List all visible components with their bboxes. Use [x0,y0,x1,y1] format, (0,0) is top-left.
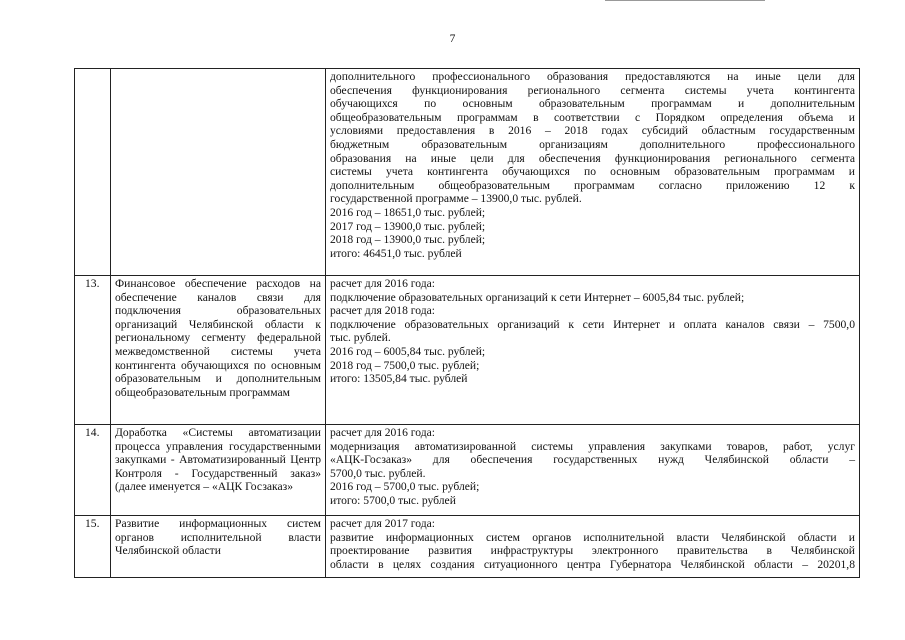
row-description: Развитие информационных систем органов исполнительной власти Челябинской области [111,516,326,578]
calculation-line: бюджетным образовательным организациям дополнительного профессионального [330,137,855,151]
calculation-line: образования на иные цели для обеспечения функционирования регионального сегмента [330,151,855,165]
calculation-line: развитие информационных систем органов исполнительной власти Челябинской области и [330,530,855,544]
calculation-line: системы учета контингента обучающихся по основным образовательным программам и [330,165,855,179]
calculation-line: обеспечения функционирования регионального сегмента системы учета контингента [330,83,855,97]
calculation-line: «АЦК-Госзаказ» для обеспечения государственных нужд Челябинской области – [330,453,855,467]
table-row [75,425,860,516]
calculation-line: итого: 13505,84 тыс. рублей [330,372,468,386]
calculation-line: общеобразовательным программам в соответствии с Порядком определения объема и [330,110,855,124]
page-number: 7 [449,33,456,45]
row-calculation [326,276,860,425]
row-number: 14. [75,425,111,516]
calculation-line: 2018 год – 7500,0 тыс. рублей; [330,358,480,372]
calculation-line: подключение образовательных организаций к сети Интернет – 6005,84 тыс. рублей; [330,290,745,304]
calculation-line: подключение образовательных организаций к сети Интернет и оплата каналов связи – 7500,0 [330,317,855,331]
row-number: 13. [75,276,111,425]
calculation-line: обучающихся по основным образовательным программам и дополнительным [330,97,855,111]
calculation-line: дополнительным общеобразовательным программам согласно приложению 12 к [330,178,855,192]
row-description: Финансовое обеспечение расходов на обеспечение каналов связи для подключения образовательных организаций Челябинской области к региональному сегменту федеральной межведомственной системы учета контингента обучающихся по основным образовательным и дополнительным общеобразовательным программам [111,276,326,425]
calculation-line: расчет для 2016 года: [330,277,435,290]
calculation-line: государственной программе – 13900,0 тыс. рублей. [330,192,582,206]
calculation-line: 2016 год – 6005,84 тыс. рублей; [330,344,486,358]
table-body [75,69,860,578]
calculation-line: тыс. рублей. [330,331,391,345]
row-calculation [326,516,860,578]
row-number [75,69,111,276]
calculation-line: 2016 год – 18651,0 тыс. рублей; [330,205,486,219]
calculation-line: 2016 год – 5700,0 тыс. рублей; [330,480,480,494]
calculation-line: области в целях создания ситуационного центра Губернатора Челябинской области – 20201,8 [330,557,855,571]
calculation-line: 5700,0 тыс. рублей. [330,466,426,480]
row-description: Доработка «Системы автоматизации процесса управления государственными закупками - Автоматизированный Центр Контроля - Государственный заказ» (далее именуется – «АЦК Госзаказ» [111,425,326,516]
table-row [75,516,860,578]
calculation-line: расчет для 2017 года: [330,517,435,530]
calculation-line: итого: 46451,0 тыс. рублей [330,246,462,260]
calculation-line: итого: 5700,0 тыс. рублей [330,493,456,507]
header-rule [605,0,765,4]
calculation-line: дополнительного профессионального образования предоставляются на иные цели для [330,70,855,83]
row-description [111,69,326,276]
calculation-line: проектирование развития инфраструктуры электронного правительства в Челябинской [330,544,855,558]
calculation-line: условиями предоставления в 2016 – 2018 годах субсидий областным государственным [330,124,855,138]
calculation-line: расчет для 2016 года: [330,426,435,439]
calculation-line: 2017 год – 13900,0 тыс. рублей; [330,219,486,233]
row-calculation [326,69,860,276]
calculation-line: 2018 год – 13900,0 тыс. рублей; [330,233,486,247]
row-calculation [326,425,860,516]
budget-table [74,68,860,578]
calculation-line: модернизация автоматизированной системы управления закупками товаров, работ, услуг [330,439,855,453]
table-row [75,276,860,425]
calculation-line: расчет для 2018 года: [330,304,435,318]
table-row [75,69,860,276]
row-number: 15. [75,516,111,578]
